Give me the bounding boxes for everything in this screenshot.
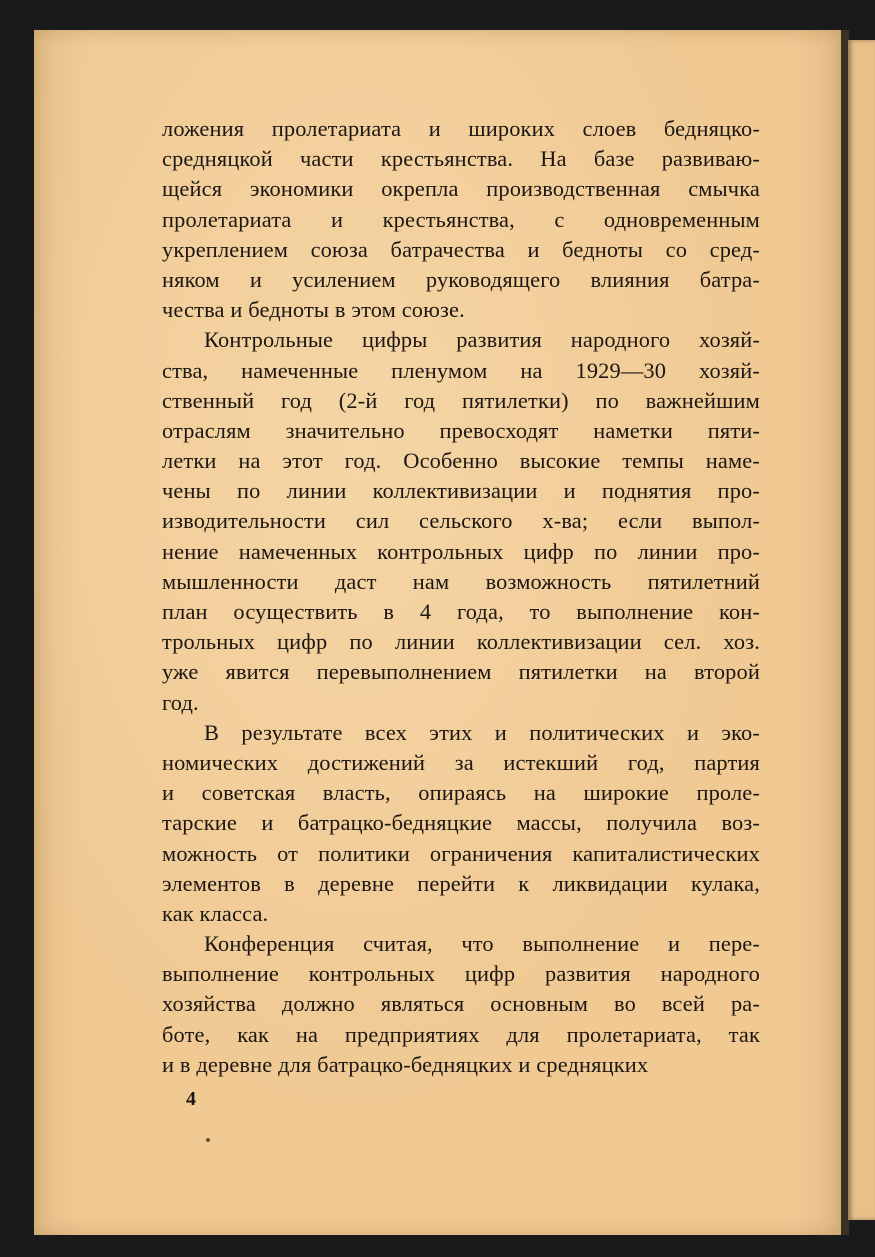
text-line: В результате всех этих и политических и эко- — [204, 719, 760, 745]
text-line: чества и бедноты в этом союзе. — [162, 297, 465, 323]
text-line: и советская власть, опираясь на широкие проле- — [162, 780, 760, 806]
text-line: летки на этот год. Особенно высокие темпы наме- — [162, 448, 760, 474]
text-line: можность от политики ограничения капиталистических — [162, 840, 760, 866]
text-line: ства, намеченные пленумом на 1929—30 хозяй- — [162, 357, 760, 383]
text-line: мышленности даст нам возможность пятилетний — [162, 568, 760, 594]
next-page-edge — [848, 40, 875, 1220]
text-line: боте, как на предприятиях для пролетариата, так — [162, 1021, 760, 1047]
text-line: хозяйства должно являться основным во всей ра- — [162, 991, 760, 1017]
text-line: план осуществить в 4 года, то выполнение кон- — [162, 599, 760, 624]
text-line: уже явится перевыполнением пятилетки на второй — [162, 659, 760, 685]
text-line: изводительности сил сельского х-ва; если выпол- — [162, 508, 760, 534]
text-line: ложения пролетариата и широких слоев бедняцко- — [162, 116, 760, 141]
paragraph — [162, 929, 760, 1080]
text-line: нение намеченных контрольных цифр по линии про- — [162, 538, 760, 564]
paragraph — [162, 114, 760, 325]
text-line: трольных цифр по линии коллективизации сел. хоз. — [162, 629, 760, 655]
text-line: выполнение контрольных цифр развития народного — [162, 961, 760, 987]
text-line: чены по линии коллективизации и поднятия про- — [162, 478, 760, 504]
text-line: как класса. — [162, 900, 269, 926]
text-line: Конференция считая, что выполнение и пере- — [204, 931, 760, 957]
text-line: щейся экономики окрепла производственная смычка — [162, 176, 760, 202]
page-number: 4 — [186, 1088, 196, 1110]
text-line: средняцкой части крестьянства. На базе развиваю- — [162, 146, 760, 172]
text-line: элементов в деревне перейти к ликвидации кулака, — [162, 870, 760, 896]
text-line: няком и усилением руководящего влияния батра- — [162, 266, 760, 292]
text-line: тарские и батрацко-бедняцкие массы, получила воз- — [162, 810, 760, 836]
text-line: год. — [162, 689, 199, 715]
text-line: и в деревне для батрацко-бедняцких и средняцких — [162, 1051, 649, 1077]
paper-speck — [206, 1138, 210, 1142]
text-line: номических достижений за истекший год, партия — [162, 749, 760, 775]
text-line: пролетариата и крестьянства, с одновременным — [162, 206, 760, 232]
text-line: ственный год (2-й год пятилетки) по важнейшим — [162, 387, 760, 413]
paragraph — [162, 325, 760, 717]
text-line: Контрольные цифры развития народного хозяй- — [204, 327, 760, 353]
text-line: укреплением союза батрачества и бедноты со сред- — [162, 236, 760, 262]
text-line: отраслям значительно превосходят наметки пяти- — [162, 417, 760, 443]
body-text — [162, 114, 760, 1080]
paragraph — [162, 718, 760, 929]
